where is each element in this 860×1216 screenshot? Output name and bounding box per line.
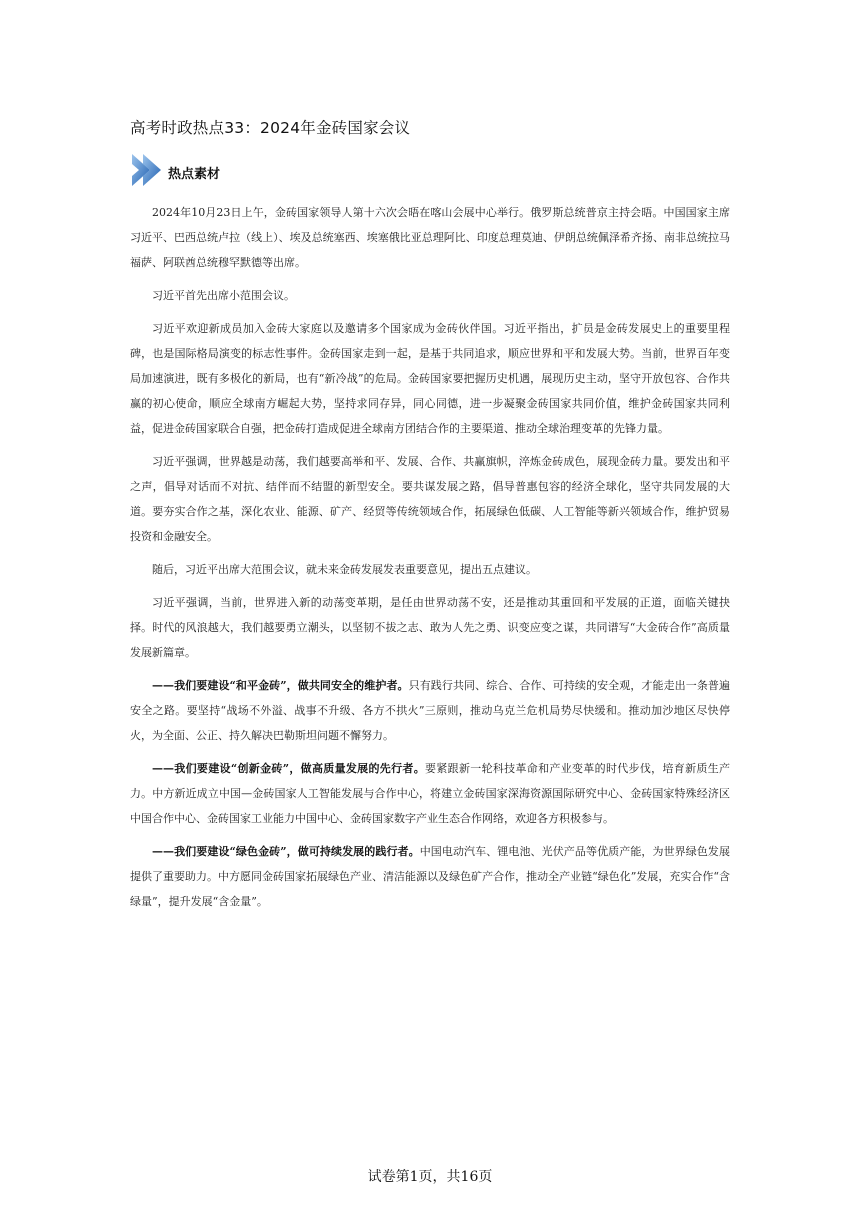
section-header: [130, 152, 330, 188]
double-arrow-icon: [130, 152, 166, 188]
section-label: 热点素材: [168, 167, 221, 182]
paragraph-text: 习近平强调，当前，世界进入新的动荡变革期，是任由世界动荡不安，还是推动其重回和平发展的正道，面临关键抉择。时代的风浪越大，我们越要勇立潮头，以坚韧不拔之志、敢为人先之勇、识变应变之谋，共同谱写“大金砖合作”高质量发展新篇章。: [130, 596, 730, 659]
paragraph-text: 中国电动汽车、锂电池、光伏产品等优质产能，为世界绿色发展提供了重要助力。中方愿同金砖国家拓展绿色产业、清洁能源以及绿色矿产合作，推动全产业链“绿色化”发展，充实合作“含绿量”，提升发展“含金量”。: [130, 845, 731, 908]
paragraph: [130, 839, 730, 914]
paragraph-lead: ——我们要建设“和平金砖”，做共同安全的维护者。: [152, 679, 409, 692]
paragraph: [130, 756, 730, 831]
paragraph-text: 只有践行共同、综合、合作、可持续的安全观，才能走出一条普遍安全之路。要坚持“战场不外溢、战事不升级、各方不拱火”三原则，推动乌克兰危机局势尽快缓和。推动加沙地区尽快停火，为全面、公正、持久解决巴勒斯坦问题不懈努力。: [130, 679, 731, 742]
paragraph-text: 要紧跟新一轮科技革命和产业变革的时代步伐，培育新质生产力。中方新近成立中国—金砖国家人工智能发展与合作中心，将建立金砖国家深海资源国际研究中心、金砖国家特殊经济区中国合作中心、金砖国家工业能力中国中心、金砖国家数字产业生态合作网络，欢迎各方积极参与。: [130, 762, 731, 825]
paragraph: [130, 449, 730, 549]
paragraph: [130, 283, 730, 308]
page-footer: 试卷第1页，共16页: [367, 1169, 493, 1185]
paragraph-text: 随后，习近平出席大范围会议，就未来金砖发展发表重要意见，提出五点建议。: [152, 563, 537, 576]
paragraph-text: 习近平欢迎新成员加入金砖大家庭以及邀请多个国家成为金砖伙伴国。习近平指出，扩员是金砖发展史上的重要里程碑，也是国际格局演变的标志性事件。金砖国家走到一起，是基于共同追求，顺应世界和平和发展大势。当前，世界百年变局加速演进，既有多极化的新局，也有“新冷战”的危局。金砖国家要把握历史机遇，展现历史主动，坚守开放包容、合作共赢的初心使命，顺应全球南方崛起大势，坚持求同存异，同心同德，进一步凝聚金砖国家共同价值，维护金砖国家共同利益，促进金砖国家联合自强，把金砖打造成促进全球南方团结合作的主要渠道、推动全球治理变革的先锋力量。: [130, 322, 730, 435]
article-body: [130, 200, 730, 922]
paragraph-text: 习近平首先出席小范围会议。: [152, 289, 295, 302]
paragraph-lead: ——我们要建设“绿色金砖”，做可持续发展的践行者。: [152, 845, 420, 858]
paragraph: [130, 557, 730, 582]
paragraph-text: 2024年10月23日上午，金砖国家领导人第十六次会晤在喀山会展中心举行。俄罗斯总统普京主持会晤。中国国家主席习近平、巴西总统卢拉（线上）、埃及总统塞西、埃塞俄比亚总理阿比、印度总理莫迪、伊朗总统佩泽希齐扬、南非总统拉马福萨、阿联酋总统穆罕默德等出席。: [130, 206, 730, 269]
paragraph-text: 习近平强调，世界越是动荡，我们越要高举和平、发展、合作、共赢旗帜，淬炼金砖成色，展现金砖力量。要发出和平之声，倡导对话而不对抗、结伴而不结盟的新型安全。要共谋发展之路，倡导普惠包容的经济全球化，坚守共同发展的大道。要夯实合作之基，深化农业、能源、矿产、经贸等传统领域合作，拓展绿色低碳、人工智能等新兴领域合作，维护贸易投资和金融安全。: [130, 455, 730, 543]
document-title: 高考时政热点33：2024年金砖国家会议: [130, 119, 411, 137]
paragraph: [130, 673, 730, 748]
paragraph: [130, 200, 730, 275]
paragraph: [130, 590, 730, 665]
paragraph: [130, 316, 730, 441]
paragraph-lead: ——我们要建设“创新金砖”，做高质量发展的先行者。: [152, 762, 426, 775]
